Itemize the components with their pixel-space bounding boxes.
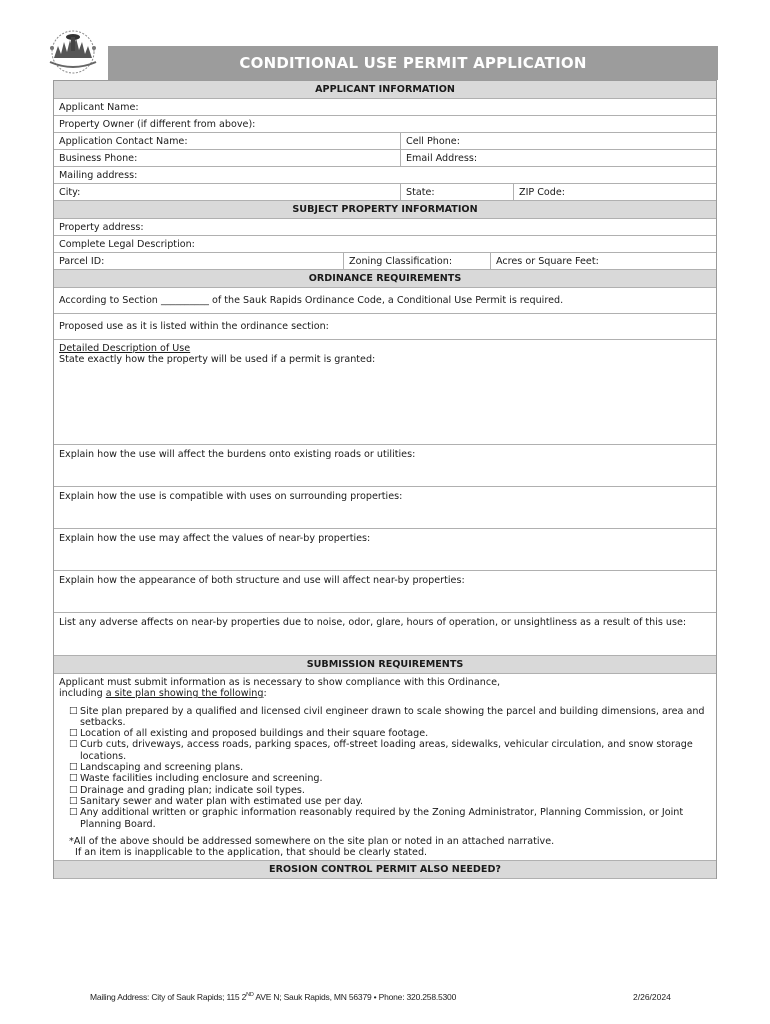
section-header-label: SUBMISSION REQUIREMENTS <box>306 659 464 670</box>
checklist-item-label: Site plan prepared by a qualified and licensed civil engineer drawn to scale showing the parcel and building dimensions, area and setbacks. <box>80 705 705 728</box>
checklist-item-label: Any additional written or graphic information reasonably required by the Zoning Administrator, Planning Commission, or Joint Planning Board. <box>80 807 684 830</box>
mailing-address-field[interactable] <box>54 167 716 184</box>
applicant-name-field[interactable] <box>54 99 716 116</box>
checklist-item-label: Drainage and grading plan; indicate soil types. <box>80 784 305 796</box>
cell-phone-field[interactable]: Cell Phone: <box>400 133 716 149</box>
submission-intro-line1: Applicant must submit information as is necessary to show compliance with this Ordinance, <box>59 677 501 688</box>
footer-address-sup: ND <box>246 992 254 999</box>
appearance-label: Explain how the appearance of both structure and use will affect near-by properties: <box>59 575 465 586</box>
checklist-item-label: Sanitary sewer and water plan with estimated use per day. <box>80 795 364 807</box>
appearance-field[interactable] <box>54 571 716 613</box>
submission-note-line1: *All of the above should be addressed somewhere on the site plan or noted in an attached narrative. <box>69 835 555 847</box>
checklist-item <box>69 728 711 739</box>
property-address-label: Property address: <box>59 221 144 233</box>
footer-address <box>90 992 456 1002</box>
checklist-item-label: Location of all existing and proposed buildings and their square footage. <box>80 728 429 740</box>
property-address-field[interactable] <box>54 219 716 236</box>
compatibility-label: Explain how the use is compatible with uses on surrounding properties: <box>59 491 403 502</box>
section-header-applicant <box>54 81 716 99</box>
acres-field[interactable]: Acres or Square Feet: <box>490 253 716 269</box>
checklist-item <box>69 706 711 729</box>
checklist-item-label: Curb cuts, driveways, access roads, parking spaces, off-street loading areas, sidewalks, vehicular circulation, and snow storage locations. <box>80 739 693 762</box>
zoning-field[interactable]: Zoning Classification: <box>343 253 490 269</box>
property-values-field[interactable] <box>54 529 716 571</box>
section-header-label: ORDINANCE REQUIREMENTS <box>308 273 462 284</box>
checkbox-icon[interactable]: ☐ <box>69 762 78 774</box>
property-owner-label: Property Owner (if different from above): <box>59 118 256 130</box>
business-phone-field[interactable]: Business Phone: <box>59 152 138 164</box>
ordinance-section-field[interactable] <box>54 288 716 314</box>
section-header-subject <box>54 201 716 219</box>
site-plan-link: a site plan showing the following <box>105 688 264 700</box>
checklist-item <box>69 762 711 773</box>
section-header-submission <box>54 656 716 674</box>
checkbox-icon[interactable]: ☐ <box>69 705 78 717</box>
requirements-checklist <box>69 706 711 830</box>
footer-date: 2/26/2024 <box>633 992 671 1002</box>
zip-field[interactable]: ZIP Code: <box>513 184 716 200</box>
checkbox-icon[interactable]: ☐ <box>69 739 78 751</box>
checklist-item <box>69 807 711 830</box>
checkbox-icon[interactable]: ☐ <box>69 773 78 785</box>
detailed-description-text: State exactly how the property will be used if a permit is granted: <box>59 354 376 365</box>
checklist-item <box>69 773 711 784</box>
legal-description-label: Complete Legal Description: <box>59 238 195 250</box>
checkbox-icon[interactable]: ☐ <box>69 728 78 740</box>
parcel-row <box>54 253 716 270</box>
parcel-id-field[interactable]: Parcel ID: <box>59 255 105 267</box>
adverse-effects-field[interactable] <box>54 613 716 656</box>
property-owner-field[interactable] <box>54 116 716 133</box>
intro-prefix: including <box>59 688 106 700</box>
city-field[interactable]: City: <box>59 186 81 198</box>
application-form <box>53 80 717 879</box>
page-title: CONDITIONAL USE PERMIT APPLICATION <box>108 46 718 80</box>
checklist-item <box>69 739 711 762</box>
detailed-description-block <box>54 340 716 444</box>
proposed-use-label: Proposed use as it is listed within the ordinance section: <box>59 321 329 332</box>
city-state-zip-row <box>54 184 716 201</box>
checklist-item-label: Landscaping and screening plans. <box>80 762 244 774</box>
contact-row <box>54 133 716 150</box>
section-header-erosion[interactable] <box>54 861 716 879</box>
detailed-description-field[interactable] <box>54 340 716 445</box>
proposed-use-field[interactable] <box>54 314 716 340</box>
submission-note-line2: If an item is inapplicable to the application, that should be clearly stated. <box>75 847 428 859</box>
compatibility-field[interactable] <box>54 487 716 529</box>
footer-address-prefix: Mailing Address: City of Sauk Rapids; 115 2 <box>90 992 247 1002</box>
footer-address-suffix: AVE N; Sauk Rapids, MN 56379 • Phone: 320.258.5300 <box>253 992 457 1002</box>
checklist-item <box>69 796 711 807</box>
phone-email-row <box>54 150 716 167</box>
checkbox-icon[interactable]: ☐ <box>69 807 78 819</box>
submission-intro-line2 <box>59 688 711 699</box>
city-seal-logo <box>42 28 104 76</box>
mailing-address-label: Mailing address: <box>59 169 138 181</box>
ordinance-section-label: According to Section __________ of the Sauk Rapids Ordinance Code, a Conditional Use Permit is required. <box>59 295 564 306</box>
detailed-description-title: Detailed Description of Use <box>59 343 191 354</box>
checkbox-icon[interactable]: ☐ <box>69 795 78 807</box>
section-header-label: APPLICANT INFORMATION <box>315 84 455 95</box>
section-header-label: EROSION CONTROL PERMIT ALSO NEEDED? <box>269 864 501 876</box>
section-header-ordinance <box>54 270 716 288</box>
adverse-effects-label: List any adverse affects on near-by properties due to noise, odor, glare, hours of operation, or unsightliness as a result of this use: <box>59 617 687 628</box>
intro-suffix: : <box>263 688 267 700</box>
submission-requirements-block <box>54 674 716 861</box>
checkbox-icon[interactable]: ☐ <box>69 784 78 796</box>
applicant-name-label: Applicant Name: <box>59 101 139 113</box>
section-header-label: SUBJECT PROPERTY INFORMATION <box>292 204 478 215</box>
checklist-item-label: Waste facilities including enclosure and screening. <box>80 773 323 785</box>
contact-name-field[interactable]: Application Contact Name: <box>59 135 188 147</box>
legal-description-field[interactable] <box>54 236 716 253</box>
roads-utilities-field[interactable] <box>54 445 716 487</box>
property-values-label: Explain how the use may affect the values of near-by properties: <box>59 533 371 544</box>
state-field[interactable]: State: <box>400 184 513 200</box>
email-field[interactable]: Email Address: <box>400 150 716 166</box>
checklist-item <box>69 785 711 796</box>
roads-utilities-label: Explain how the use will affect the burdens onto existing roads or utilities: <box>59 449 416 460</box>
